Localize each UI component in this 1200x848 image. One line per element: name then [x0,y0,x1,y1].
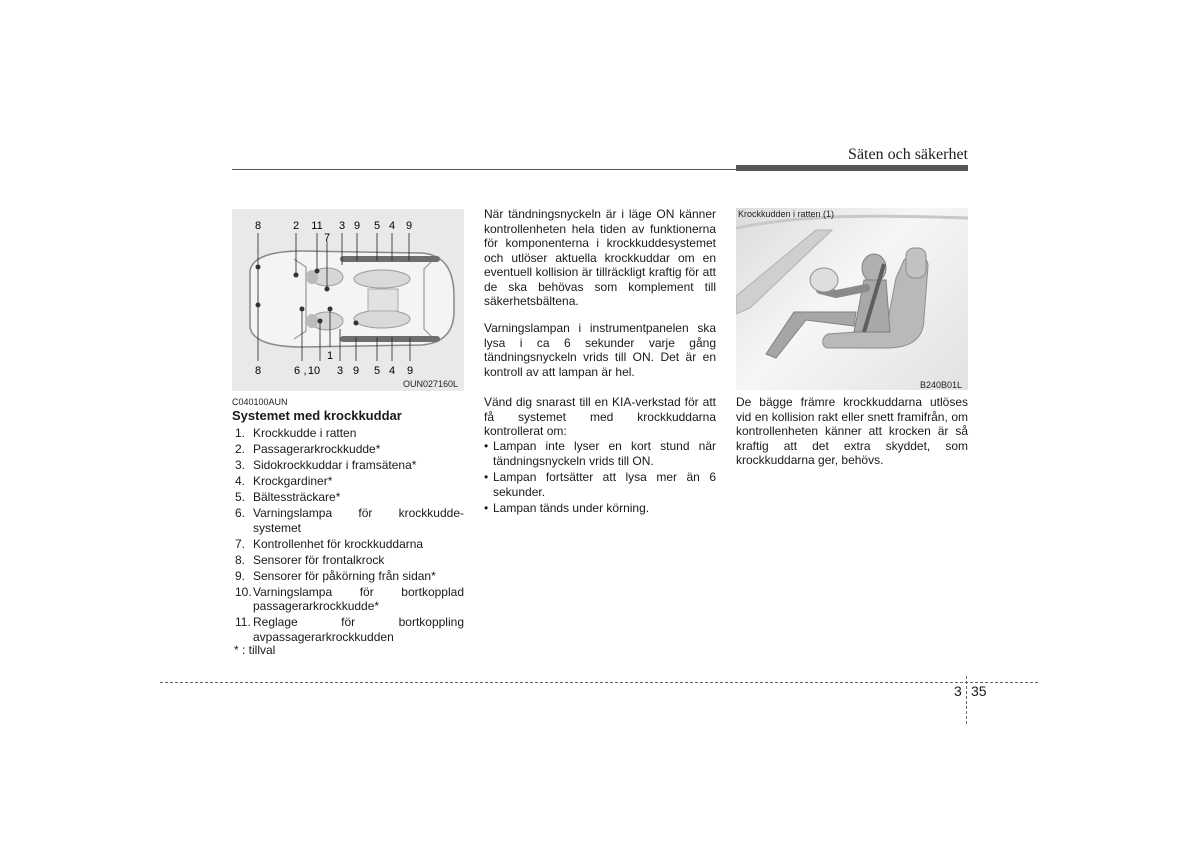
list-item: 9. Sensorer för påkörning från sidan* [235,568,436,583]
paragraph-warning-lamp: Varningslampan i instrumentpanelen ska lysa i ca 6 sekunder varje gång tändningsnyckeln vrids till ON. Det är en kontroll av att lampan är hel. [484,321,716,379]
figure-code-seat: B240B01L [920,380,963,390]
diagram-label-5-bottom: 5 [373,365,381,377]
diagram-label-comma: , [303,365,307,377]
diagram-label-8-top: 8 [254,220,262,232]
diagram-label-4-top: 4 [388,220,396,232]
footer-page-divider [966,676,967,724]
diagram-label-6: 6 [293,365,301,377]
diagram-label-9-bottom-a: 9 [352,365,360,377]
diagram-label-8-bottom: 8 [254,365,262,377]
list-item: 4. Krockgardiner* [235,474,333,488]
chapter-number: 3 [954,683,962,699]
car-top-view-illustration [232,209,464,391]
list-item: 7. Kontrollenhet för krockkuddarna [235,536,424,551]
airbag-components-list [232,426,464,646]
car-airbag-diagram [232,209,464,391]
footnote: * : tillval [234,643,276,657]
diagram-label-9-top-a: 9 [353,220,361,232]
list-item: • Lampan tänds under körning. [484,501,716,516]
list-item: 3. Sidokrockkuddar i framsätena* [235,458,417,472]
header-rule [232,169,736,170]
figure-code-car: OUN027160L [403,379,459,389]
diagram-label-9-top-b: 9 [405,220,413,232]
list-item: 5. Bältessträckare* [235,490,341,504]
figure-caption-seat: Krockkudden i ratten (1) [738,209,835,219]
lamp-fault-list [484,439,716,518]
list-item: 8. Sensorer för frontalkrock [235,552,385,567]
page-number: 35 [971,683,987,699]
diagram-label-2: 2 [292,220,300,232]
footer-divider [160,682,1038,683]
header-rule-bar [736,165,968,171]
diagram-label-1: 1 [326,350,334,362]
page-header-title: Säten och säkerhet [848,146,968,163]
diagram-label-9-bottom-b: 9 [406,365,414,377]
list-item: 2. Passagerarkrockkudde* [235,442,381,456]
driver-airbag-illustration [736,208,968,390]
paragraph-workshop: Vänd dig snarast till en KIA-verkstad för att få systemet med krockkuddarna kontrollerat om: [484,395,716,438]
driver-seat-illustration [736,208,968,390]
section-code: C040100AUN [232,397,288,407]
diagram-label-3-bottom: 3 [336,365,344,377]
list-item: • Lampan fortsätter att lysa mer än 6 sekunder. [484,470,716,499]
list-item: • Lampan inte lyser en kort stund när tändningsnyckeln vrids till ON. [484,439,716,468]
diagram-label-7: 7 [323,232,331,244]
list-item: 10. Varningslampa för bortkopplad passagerarkrockkudde* [235,584,464,613]
paragraph-front-airbags: De bägge främre krockkuddarna utlöses vid en kollision rakt eller snett framifrån, om kontrollenheten känner att krocken är så kraftig att det extra skyddet, som krockkuddarna ger, behövs. [736,395,968,467]
section-title: Systemet med krockkuddar [232,408,402,423]
diagram-label-10: 10 [307,365,321,377]
list-item: 6. Varningslampa för krockkudde- systemet [235,506,464,535]
list-item: 11. Reglage för bortkoppling avpassagerarkrockkudden [235,615,464,644]
list-item: 1. Krockkudde i ratten [235,426,357,440]
diagram-label-11: 11 [311,220,323,232]
paragraph-control-unit: När tändningsnyckeln är i läge ON känner kontrollenheten hela tiden av funktionerna för komponenterna i krockkuddesystemet och utlöser aktuella krockkuddar om en eventuell kollision är tillräckligt kraftig för att de ska behövas som komplement till säkerhetsbältena. [484,207,716,308]
diagram-label-3-top: 3 [338,220,346,232]
diagram-label-5-top: 5 [373,220,381,232]
diagram-label-4-bottom: 4 [388,365,396,377]
